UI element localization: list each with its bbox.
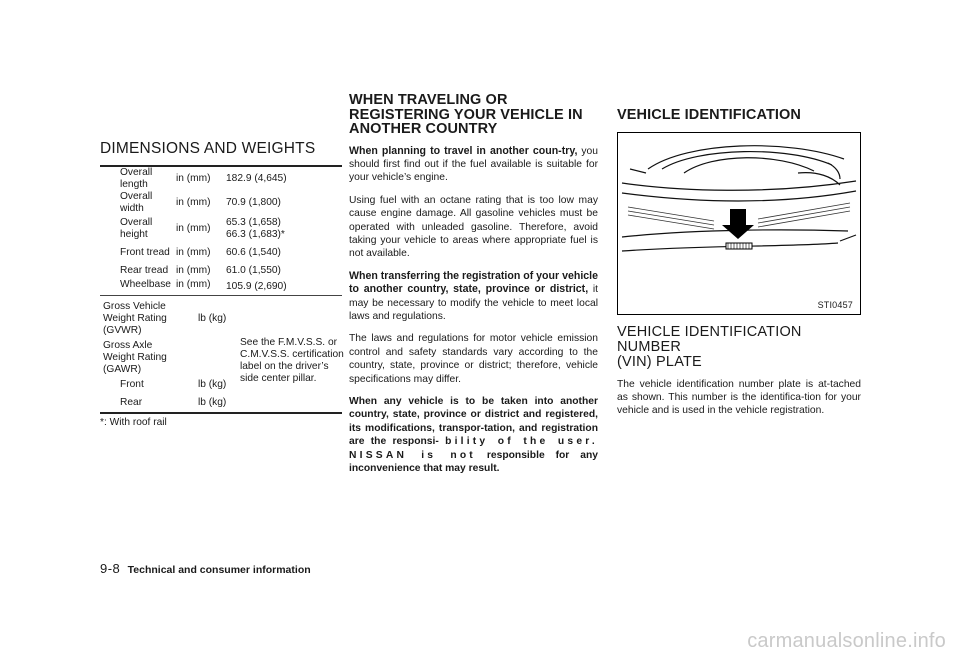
- travel-paragraph-3: When transferring the registration of your vehicle to another country, state, province or district, it may be necessary to modify the vehicle to meet local laws and regulations.: [349, 269, 598, 322]
- row-value: 105.9 (2,690): [226, 281, 287, 292]
- dimensions-heading: DIMENSIONS AND WEIGHTS: [100, 140, 316, 157]
- footnote: *: With roof rail: [100, 417, 167, 428]
- vin-plate-marker: [726, 243, 752, 249]
- page-footer: [100, 561, 311, 576]
- vin-plate-heading: VEHICLE IDENTIFICATION NUMBER (VIN) PLATE: [617, 323, 802, 370]
- row-label: Overall width: [120, 191, 153, 214]
- row-unit: in (mm): [176, 173, 211, 184]
- chapter-title: Technical and consumer information: [127, 564, 311, 576]
- row-unit: in (mm): [176, 279, 211, 290]
- rear-label: Rear: [120, 397, 143, 408]
- vin-plate-description: The vehicle identification number plate is at-tached as shown. This number is the identifica-tion for your vehicle and is used in the vehicle registration.: [617, 378, 861, 417]
- row-unit: in (mm): [176, 264, 211, 276]
- travel-paragraph-1: When planning to travel in another coun-try, you should first find out if the fuel available is suitable for your vehicle’s engine.: [349, 144, 599, 184]
- gvwr-label: Gross Vehicle Weight Rating (GVWR): [103, 301, 167, 336]
- front-label: Front: [120, 379, 144, 390]
- row-label: Front tread: [120, 246, 170, 258]
- travel-heading: WHEN TRAVELING OR REGISTERING YOUR VEHICLE IN ANOTHER COUNTRY: [349, 92, 583, 137]
- table-row: [100, 279, 342, 293]
- arrow-down-icon: [722, 209, 754, 239]
- table-row: [100, 215, 342, 243]
- page-number: 9-8: [100, 561, 121, 576]
- travel-paragraph-2: Using fuel with an octane rating that is too low may cause engine damage. All gasoline vehicles must be operated with unleaded gasoline. Therefore, avoid taking your vehicle to areas where appropriate fuel is not available.: [349, 194, 598, 260]
- row-value: 65.3 (1,658): [226, 217, 281, 228]
- row-label: Overall height: [120, 217, 153, 240]
- row-unit: in (mm): [176, 197, 211, 208]
- row-value: 70.9 (1,800): [226, 197, 281, 208]
- travel-paragraph-4: The laws and regulations for motor vehicle emission control and safety standards vary according to the country, state, province or district; therefore, vehicle specifications may differ.: [349, 333, 598, 385]
- vin-plate-figure: [617, 132, 861, 315]
- row-value: 60.6 (1,540): [226, 246, 281, 258]
- gvwr-unit: lb (kg): [198, 313, 227, 324]
- table-row: [100, 191, 342, 215]
- row-unit: in (mm): [176, 246, 211, 258]
- vehicle-id-section: [617, 93, 861, 427]
- travel-section: [349, 93, 598, 484]
- row-value: 61.0 (1,550): [226, 264, 281, 276]
- figure-label: STI0457: [817, 299, 853, 310]
- rear-unit: lb (kg): [198, 397, 227, 408]
- table-row: [100, 167, 342, 191]
- row-label: Rear tread: [120, 264, 169, 276]
- travel-paragraph-5: When any vehicle is to be taken into another country, state, province or district and registered, its modifications, transpor-tation, and registration are the responsi- bility of the user. NISSAN is not responsible for any inconvenience that may result.: [349, 396, 598, 475]
- row-label: Overall length: [120, 167, 153, 190]
- row-label: Wheelbase: [120, 279, 171, 290]
- table-bottom-rule: [100, 412, 342, 414]
- gawr-label: Gross Axle Weight Rating (GAWR): [103, 340, 167, 375]
- dimensions-section: [100, 140, 342, 428]
- dimensions-table: [100, 167, 342, 293]
- row-value-roof-rail: 66.3 (1,683)*: [226, 229, 285, 240]
- certification-note: See the F.M.V.S.S. or C.M.V.S.S. certification label on the driver’s side center pillar.: [240, 337, 344, 384]
- row-unit: in (mm): [176, 223, 211, 234]
- vehicle-id-heading: VEHICLE IDENTIFICATION: [617, 107, 801, 123]
- weights-block: [100, 296, 344, 408]
- row-value: 182.9 (4,645): [226, 173, 287, 184]
- watermark: carmanualsonline.info: [747, 630, 946, 652]
- front-unit: lb (kg): [198, 379, 227, 390]
- table-row: [100, 262, 342, 279]
- vin-plate-illustration: [618, 133, 860, 314]
- table-row: [100, 243, 342, 262]
